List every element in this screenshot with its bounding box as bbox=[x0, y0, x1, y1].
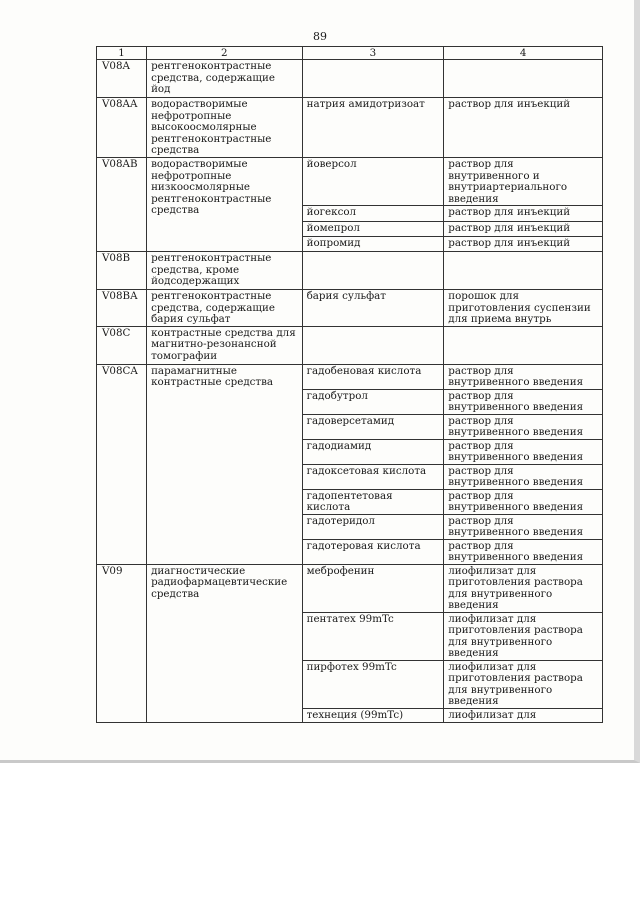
drug-name bbox=[302, 252, 444, 290]
dosage-form: лиофилизат для приготовления раствора для внутривенного введения bbox=[444, 660, 603, 708]
drug-name: йоверсол bbox=[302, 158, 444, 206]
dosage-form: порошок для приготовления суспензии для приема внутрь bbox=[444, 290, 603, 327]
dosage-form: раствор для внутривенного введения bbox=[444, 539, 603, 564]
dosage-form: раствор для внутривенного и внутриартериального введения bbox=[444, 158, 603, 206]
dosage-form: раствор для внутривенного введения bbox=[444, 514, 603, 539]
drug-name: гадотеридол bbox=[302, 514, 444, 539]
dosage-form: лиофилизат для bbox=[444, 708, 603, 722]
table-row bbox=[97, 564, 603, 612]
dosage-form: раствор для инъекций bbox=[444, 98, 603, 158]
pharm-group: водорастворимые нефротропные низкоосмолярные рентгеноконтрастные средства bbox=[147, 158, 303, 252]
table-row bbox=[97, 158, 603, 206]
table-row bbox=[97, 98, 603, 158]
atc-code: V08AB bbox=[97, 158, 147, 252]
pharm-group: водорастворимые нефротропные высокоосмолярные рентгеноконтрастные средства bbox=[147, 98, 303, 158]
drug-name: йомепрол bbox=[302, 222, 444, 237]
dosage-form: раствор для внутривенного введения bbox=[444, 364, 603, 389]
dosage-form: лиофилизат для приготовления раствора для внутривенного введения bbox=[444, 612, 603, 660]
drug-name: гадоксетовая кислота bbox=[302, 464, 444, 489]
column-header: 2 bbox=[147, 47, 303, 60]
dosage-form: раствор для внутривенного введения bbox=[444, 389, 603, 414]
dosage-form: лиофилизат для приготовления раствора для внутривенного введения bbox=[444, 564, 603, 612]
drug-name: бария сульфат bbox=[302, 290, 444, 327]
dosage-form: раствор для внутривенного введения bbox=[444, 464, 603, 489]
atc-code: V08BA bbox=[97, 290, 147, 327]
drug-name: гадотеровая кислота bbox=[302, 539, 444, 564]
column-header: 1 bbox=[97, 47, 147, 60]
column-header: 4 bbox=[444, 47, 603, 60]
atc-code: V08CA bbox=[97, 364, 147, 564]
pharm-group: рентгеноконтрастные средства, содержащие бария сульфат bbox=[147, 290, 303, 327]
atc-code: V09 bbox=[97, 564, 147, 722]
dosage-form bbox=[444, 60, 603, 98]
page-number: 89 bbox=[313, 30, 327, 43]
drug-name: пентатех 99mTc bbox=[302, 612, 444, 660]
pharm-group: рентгеноконтрастные средства, содержащие йод bbox=[147, 60, 303, 98]
drug-name: гадобеновая кислота bbox=[302, 364, 444, 389]
drug-name: йогексол bbox=[302, 206, 444, 222]
dosage-form: раствор для инъекций bbox=[444, 206, 603, 222]
dosage-form bbox=[444, 326, 603, 364]
pharm-group: контрастные средства для магнитно-резонансной томографии bbox=[147, 326, 303, 364]
table-row bbox=[97, 364, 603, 389]
dosage-form bbox=[444, 252, 603, 290]
drug-name bbox=[302, 60, 444, 98]
table-row bbox=[97, 326, 603, 364]
table-header-row bbox=[97, 47, 603, 60]
dosage-form: раствор для внутривенного введения bbox=[444, 414, 603, 439]
table-row bbox=[97, 290, 603, 327]
pharm-group: диагностические радиофармацевтические средства bbox=[147, 564, 303, 722]
drug-name: натрия амидотризоат bbox=[302, 98, 444, 158]
drug-name: технеция (99mTc) bbox=[302, 708, 444, 722]
pharm-group: рентгеноконтрастные средства, кроме йодсодержащих bbox=[147, 252, 303, 290]
dosage-form: раствор для инъекций bbox=[444, 237, 603, 252]
column-header: 3 bbox=[302, 47, 444, 60]
drug-name: гадобутрол bbox=[302, 389, 444, 414]
table-row bbox=[97, 60, 603, 98]
drug-table bbox=[96, 46, 603, 723]
drug-name: гадоверсетамид bbox=[302, 414, 444, 439]
table-row bbox=[97, 252, 603, 290]
pharm-group: парамагнитные контрастные средства bbox=[147, 364, 303, 564]
dosage-form: раствор для инъекций bbox=[444, 222, 603, 237]
drug-name bbox=[302, 326, 444, 364]
atc-code: V08C bbox=[97, 326, 147, 364]
dosage-form: раствор для внутривенного введения bbox=[444, 489, 603, 514]
drug-name: пирфотех 99mTc bbox=[302, 660, 444, 708]
dosage-form: раствор для внутривенного введения bbox=[444, 439, 603, 464]
atc-code: V08A bbox=[97, 60, 147, 98]
atc-code: V08AA bbox=[97, 98, 147, 158]
drug-name: йопромид bbox=[302, 237, 444, 252]
drug-name: гадодиамид bbox=[302, 439, 444, 464]
drug-name: гадопентетовая кислота bbox=[302, 489, 444, 514]
atc-code: V08B bbox=[97, 252, 147, 290]
drug-name: меброфенин bbox=[302, 564, 444, 612]
